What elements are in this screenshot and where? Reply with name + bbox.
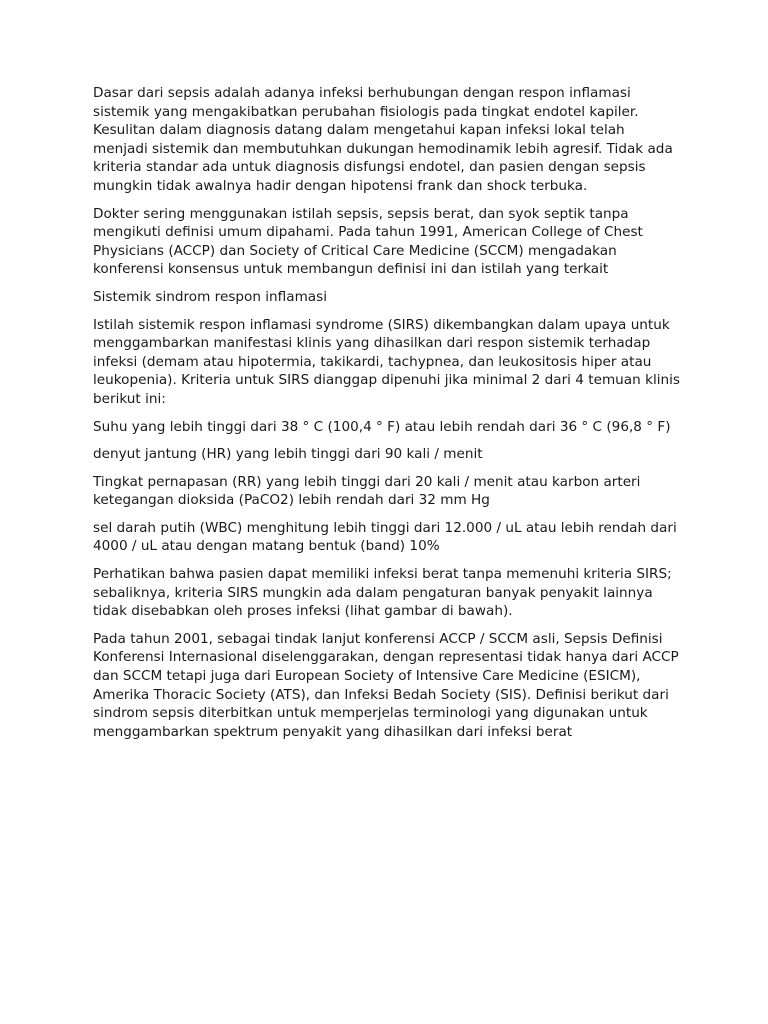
paragraph-sepsis-basis: Dasar dari sepsis adalah adanya infeksi berhubungan dengan respon inflamasi sistemik yang mengakibatkan perubahan fisiologis pada tingkat endotel kapiler. Kesulitan dalam diagnosis datang dalam mengetahui kapan infeksi lokal telah menjadi sistemik dan membutuhkan dukungan hemodinamik lebih agresif. Tidak ada kriteria standar ada untuk diagnosis disfungsi endotel, dan pasien dengan sepsis mungkin tidak awalnya hadir dengan hipotensi frank dan shock terbuka. — [93, 85, 673, 194]
paragraph-definitions-history: Dokter sering menggunakan istilah sepsis, sepsis berat, dan syok septik tanpa mengikuti definisi umum dipahami. Pada tahun 1991, American College of Chest Physicians (ACCP) dan Society of Critical Care Medicine (SCCM) mengadakan konferensi konsensus untuk membangun definisi ini dan istilah yang terkait — [93, 205, 643, 278]
criterion-temperature: Suhu yang lebih tinggi dari 38 ° C (100,4 ° F) atau lebih rendah dari 36 ° C (96,8 ° F) — [93, 418, 671, 435]
criterion-wbc: sel darah putih (WBC) menghitung lebih tinggi dari 12.000 / uL atau lebih rendah dari 4000 / uL atau dengan matang bentuk (band) 10% — [93, 519, 677, 555]
paragraph-sirs-intro: Istilah sistemik respon inflamasi syndrome (SIRS) dikembangkan dalam upaya untuk menggambarkan manifestasi klinis yang dihasilkan dari respon sistemik terhadap infeksi (demam atau hipotermia, takikardi, tachypnea, dan leukositosis hiper atau leukopenia). Kriteria untuk SIRS dianggap dipenuhi jika minimal 2 dari 4 temuan klinis berikut ini: — [93, 316, 680, 407]
paragraph-2001-conference: Pada tahun 2001, sebagai tindak lanjut konferensi ACCP / SCCM asli, Sepsis Definisi Konferensi Internasional diselenggarakan, dengan representasi tidak hanya dari ACCP dan SCCM tetapi juga dari European Society of Intensive Care Medicine (ESICM), Amerika Thoracic Society (ATS), dan Infeksi Bedah Society (SIS). Definisi berikut dari sindrom sepsis diterbitkan untuk memperjelas terminologi yang digunakan untuk menggambarkan spektrum penyakit yang dihasilkan dari infeksi berat — [93, 630, 679, 740]
criterion-respiratory-rate: Tingkat pernapasan (RR) yang lebih tinggi dari 20 kali / menit atau karbon arteri ketegangan dioksida (PaCO2) lebih rendah dari 32 mm Hg — [93, 473, 641, 509]
section-heading-sirs: Sistemik sindrom respon inflamasi — [93, 288, 328, 305]
paragraph-sirs-note: Perhatikan bahwa pasien dapat memiliki infeksi berat tanpa memenuhi kriteria SIRS; sebaliknya, kriteria SIRS mungkin ada dalam pengaturan banyak penyakit lainnya tidak disebabkan oleh proses infeksi (lihat gambar di bawah). — [93, 566, 672, 620]
document-page — [93, 84, 683, 750]
criterion-heart-rate: denyut jantung (HR) yang lebih tinggi dari 90 kali / menit — [93, 446, 483, 463]
